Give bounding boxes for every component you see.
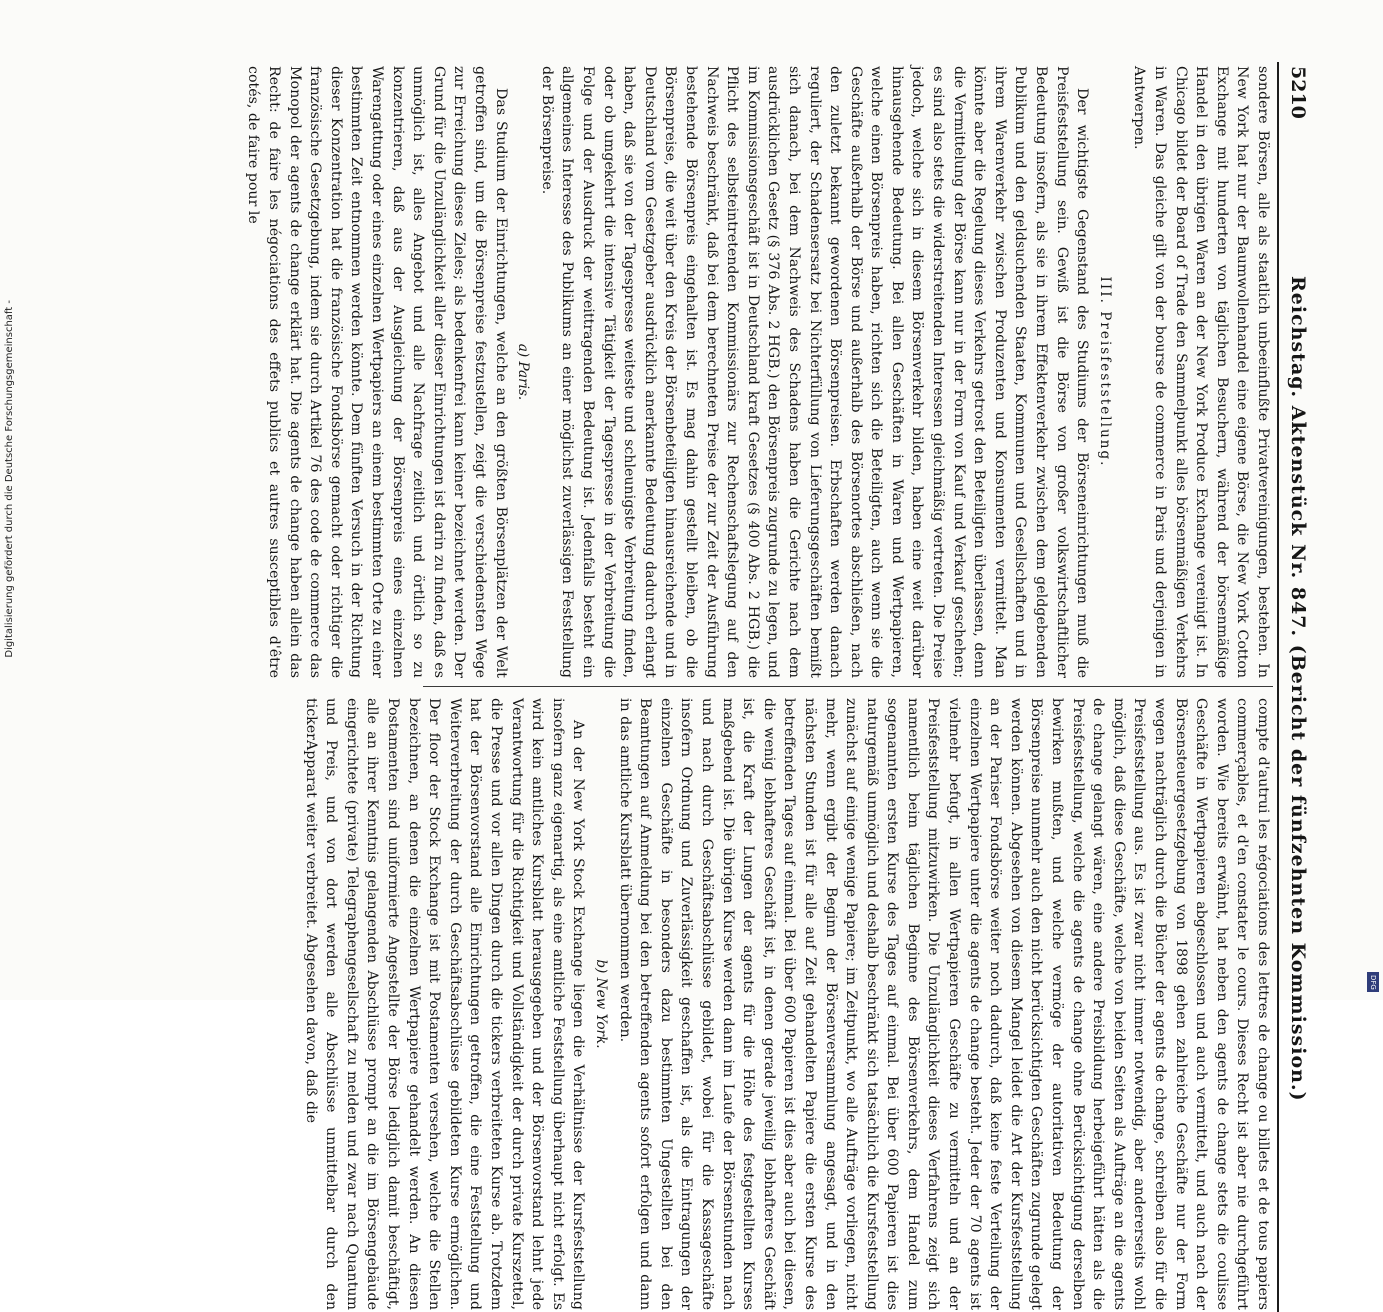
digitization-note (2, 300, 18, 700)
dfg-logo-icon: DFG (1367, 972, 1379, 992)
paragraph: Der wichtigste Gegenstand des Studiums der Börseneinrichtungen muß die Preisfeststellung sein. Gewiß ist die Börse von großer volkswirtschaftlicher Bedeutung insofern, als sie in ihrem Effektenverkehr zwischen dem geldgebenden Publikum und den geldsuchenden Staaten, Kommunen und Gesellschaften und in ihrem Warenverkehr zwischen Produzenten und Konsumenten vermittelt. Man könnte aber die Regelung dieses Verkehrs getrost den Beteiligten überlassen, denn die Vermittelung der Börse kann nur in der Form von Kauf und Verkauf geschehen; es sind also stets die widerstreitenden Interessen gleichmäßig vertreten. Die Preise jedoch, welche sich in diesem Börsenverkehr bilden, haben eine weit darüber hinausgehende Bedeutung. Bei allen Geschäften in Waren und Wertpapieren, welche einen Börsenpreis haben, richten sich die Beteiligten, auch wenn sie die Geschäfte außerhalb der Börse und außerhalb des Börsenortes abschließen, nach den zuletzt bekannt gewordenen Börsenpreisen. Erbschaften werden danach reguliert, der Schadensersatz bei Nichterfüllung von Lieferungsgeschäften bemißt sich danach, bei dem Nachweis des Schadens haben die Gerichte nach dem ausdrücklichen Gesetz (§ 376 Abs. 2 HGB.) den Börsenpreis zugrunde zu legen, und im Kommissionsgeschäft ist in Deutschland kraft Gesetzes (§ 400 Abs. 2 HGB.) die Pflicht des selbsteintretenden Kommissionärs zur Rechenschaftslegung auf den Nachweis beschränkt, daß bei dem berechneten Preise der zur Zeit der Ausführung bestehende Börsenpreis eingehalten ist. Es mag dahin gestellt bleiben, ob die Börsenpreise, die weit über den Kreis der Börsenbeteiligten hinausreichende und in Deutschland vom Gesetzgeber ausdrücklich anerkannte Bedeutung dadurch erlangt haben, daß sie von der Tagespresse weiteste und schleunigste Verbreitung finden, oder ob umgekehrt die intensive Tätigkeit der Tagespresse in der Verbreitung die Folge und der Ausdruck der weittragenden Bedeutung ist. Jedenfalls besteht ein allgemeines Interesse des Publikums an einer möglichst zuverlässigen Feststellung der Börsenpreise. (538, 66, 1091, 678)
header-rule (1277, 62, 1279, 1312)
paragraph: sondere Börsen, alle als staatlich unbeeinflußte Privatvereinigungen, bestehen. In New York hat nur der Baumwollenhandel eine eigene Börse, die New York Cotton Exchange mit hunderten von täglichen Besuchern, während der börsenmäßige Handel in den übrigen Waren an der New York Produce Exchange vereinigt ist. In Chicago bildet der Board of Trade den Sammelpunkt alles börsenmäßigen Verkehrs in Waren. Das gleiche gilt von der bourse de commerce in Paris und derjenigen in Antwerpen. (1131, 66, 1271, 678)
left-column (245, 66, 1273, 678)
section-heading: III. Preisfeststellung. (1096, 276, 1113, 468)
page-header (1281, 66, 1309, 1310)
page-number: 5210 (1287, 66, 1309, 119)
paragraph: compte d'autrui les négociations des lettres de change ou billets et de tous papiers commerçables, et d'en constater le cours. Dieses Recht ist aber nie durchgeführt worden. Wie bereits erwähnt, hat neben den agents de change stets die coulisse Geschäfte in Wertpapieren abgeschlossen und auch vermittelt, und auch nach der Börsensteuergesetzgebung von 1898 gehen zahlreiche Geschäfte nur der Form wegen nachträglich durch die Bücher der agents de change, schreiben also für die Preisfeststellung aus. Es ist zwar nicht immer notwendig, aber andererseits wohl möglich, daß diese Geschäfte, welche von beiden Seiten als Aufträge an die agents de change gelangt wären, eine andere Preisbildung herbeigeführt hätten als die Preisfeststellung, welche die agents de change ohne Berücksichtigung derselben bewirken mußten, und welche vermöge der autoritativen Bedeutung der Börsenpreise nunmehr auch den nicht berücksichtigten Geschäften zugrunde gelegt werden können. Abgesehen von diesem Mangel leidet die Art der Kursfeststellung an der Pariser Fondsbörse weiter noch dadurch, daß keine feste Verteilung der einzelnen Wertpapiere unter die agents de change besteht. Jeder der 70 agents ist vielmehr befugt, in allen Wertpapieren Geschäfte zu vermitteln und an der Preisfeststellung mitzuwirken. Die Unzulänglichkeit dieses Verfahrens zeigt sich namentlich beim täglichen Beginne des Börsenverkehrs, dem Handel zum sogenannten ersten Kurse des Tages auf einmal. Bei über 600 Papieren ist dies naturgemäß unmöglich und deshalb beschränkt sich tatsächlich die Kursfeststellung zunächst auf einige wenige Papiere; im Zeitpunkt, wo alle Aufträge vorliegen, nicht mehr, wenn ergibt der Beginn der Börsenversammlung angesagt, und in den nächsten Stunden ist für alle auf Zeit gehandelten Papiere die ersten Kurse des betreffenden Tages auf einmal. Bei über 600 Papieren ist dies aber auch bei diesen, die wenig lebhafteres Geschäft ist, in denen gerade jeweilig lebhafteres Geschäft ist, die Kraft der Lungen der agents für die Höhe des festgestellten Kurses maßgebend ist. Die übrigen Kurse werden dann im Laufe der Börsenstunden nach und nach durch Geschäftsabschlüsse gebildet, wobei für die Kassageschäfte insofern Ordnung und Zuverlässigkeit geschaffen ist, als die Eintragungen der einzelnen Geschäfte in besonders dazu bestimmten Ungestellten bei den Beamtungen auf Anmeldung bei den betreffenden agents sofort erfolgen und dann in das amtliche Kursblatt übernommen werden. (616, 698, 1271, 1310)
paragraph: Das Studium der Einrichtungen, welche an den größten Börsenplätzen der Welt getroffen sind, um die Börsenpreise festzustellen, zeigt die verschiedensten Wege zur Erreichung dieses Zieles; als bedenkenfrei kann keiner bezeichnet werden. Der Grund für die Unzulänglichkeit aller dieser Einrichtungen ist darin zu finden, daß es unmöglich ist, alles Angebot und alle Nachfrage zeitlich und örtlich so zu konzentrieren, daß aus der Ausgleichung der Börsenpreis eines einzelnen Warengattung oder eines einzelnen Wertpapiers an einem bestimmten Orte zu einer bestimmten Zeit entnommen werden könnte. Dem fünften Versuch in der Richtung dieser Konzentration hat die französische Fondsbörse gemacht oder richtiger die französische Gesetzgebung, indem sie durch Artikel 76 des code de commerce das Monopol der agents de change erklärt hat. Die agents de change haben allein das Recht: de faire les négociations des effets publics et autres susceptibles d'être cotés, de faire pour le (245, 66, 509, 678)
digitization-note-text: Digitalisierung gefördert durch die Deutsche Forschungsgemeinschaft - (4, 300, 15, 658)
subsection-heading: a) Paris. (515, 343, 532, 401)
paragraph: An der New York Stock Exchange liegen die Verhältnisse der Kursfeststellung insofern ganz eigenartig, als eine amtliche Feststellung überhaupt nicht erfolgt. Es wird kein amtliches Kursblatt herausgegeben und der Börsenvorstand lehnt jede Verantwortung für die Richtigkeit und Vollständigkeit der durch private Kurszettel, die Presse und vor allen Dingen durch die tickers verbreiteten Kurse ab. Trotzdem hat der Börsenvorstand alle Einrichtungen getroffen, die eine Feststellung und Weiterverbreitung der durch Geschäftsabschlüsse gebildeten Kurse ermöglichen. Der floor der Stock Exchange ist mit Postamenten versehen, welche die Stellen bezeichnen, an denen die einzelnen Wertpapiere gehandelt werden. An diesen Postamenten sind uniformierte Angestellte der Börse lediglich damit beschäftigt, alle an ihrer Kenntnis gelangenden Abschlüsse prompt an die im Börsengebäude eingerichtete (private) Telegraphengesellschaft zu melden und zwar nach Quantum und Preis, und von dort werden alle Abschlüsse unmittelbar durch den tickerApparat weiter verbreitet. Abgesehen davon, daß die (302, 698, 587, 1310)
right-column (302, 698, 1273, 1310)
page-title: Reichstag. Aktenstück Nr. 847. (Bericht der fünfzehnten Kommission.) (1287, 276, 1309, 1102)
column-divider (423, 686, 1273, 687)
subsection-heading: b) New York. (593, 959, 609, 1049)
